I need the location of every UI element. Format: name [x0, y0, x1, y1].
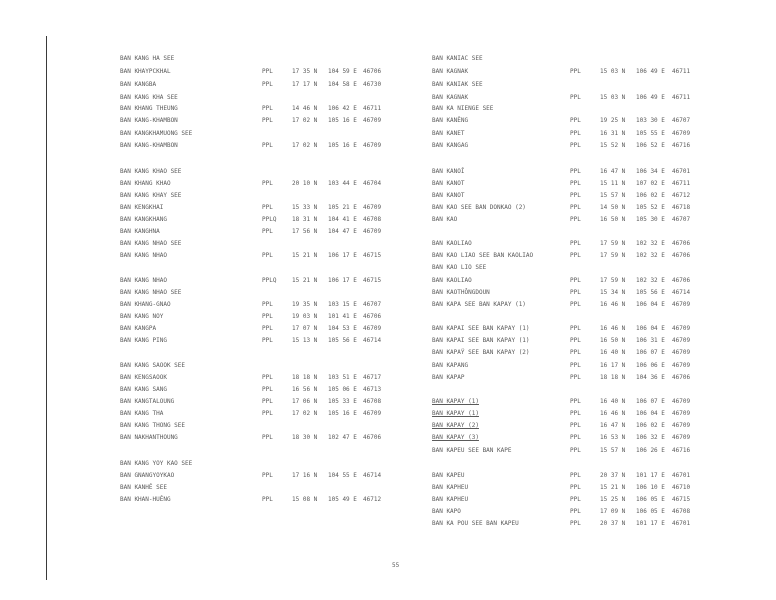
map-sheet-code: 46709: [672, 410, 691, 417]
longitude: 103 51 E: [328, 374, 357, 381]
map-sheet-code: 46716: [672, 142, 691, 149]
feature-type: PPL: [570, 68, 581, 75]
map-sheet-code: 46714: [363, 472, 382, 479]
place-name: BAN KANHÊ SEE: [120, 484, 167, 491]
latitude: 20 37 N: [600, 520, 626, 527]
map-sheet-code: 46709: [672, 337, 691, 344]
map-sheet-code: 46707: [672, 216, 691, 223]
feature-type: PPL: [262, 337, 273, 344]
longitude: 106 04 E: [636, 301, 665, 308]
place-name: BAN KA NIENGE SEE: [432, 105, 494, 112]
feature-type: PPL: [262, 398, 273, 405]
place-name: BAN KAO LIO SEE: [432, 264, 487, 271]
feature-type: PPL: [570, 252, 581, 259]
longitude: 107 02 E: [636, 180, 665, 187]
longitude: 102 32 E: [636, 277, 665, 284]
latitude: 14 46 N: [292, 105, 318, 112]
longitude: 102 32 E: [636, 252, 665, 259]
place-name: BAN KANG SANG: [120, 386, 167, 393]
map-sheet-code: 46708: [672, 508, 691, 515]
place-name: BAN KANIAC SEE: [432, 55, 483, 62]
place-name: BAN KANGHNA: [120, 228, 160, 235]
longitude: 101 17 E: [636, 520, 665, 527]
map-sheet-code: 46709: [363, 117, 382, 124]
latitude: 17 59 N: [600, 240, 626, 247]
longitude: 106 10 E: [636, 484, 665, 491]
latitude: 15 57 N: [600, 447, 626, 454]
feature-type: PPL: [262, 410, 273, 417]
longitude: 104 59 E: [328, 68, 357, 75]
feature-type: PPL: [262, 496, 273, 503]
longitude: 106 07 E: [636, 398, 665, 405]
map-sheet-code: 46707: [363, 301, 382, 308]
place-name: BAN KANG NHAO: [120, 252, 167, 259]
place-name: BAN KAPAP: [432, 374, 465, 381]
feature-type: PPL: [570, 349, 581, 356]
longitude: 104 53 E: [328, 325, 357, 332]
map-sheet-code: 46711: [672, 180, 691, 187]
latitude: 16 17 N: [600, 362, 626, 369]
place-name: BAN KANG YOY KAO SEE: [120, 460, 193, 467]
latitude: 17 09 N: [600, 508, 626, 515]
longitude: 105 21 E: [328, 204, 357, 211]
place-name: BAN KA POU SEE BAN KAPEU: [432, 520, 519, 527]
latitude: 14 50 N: [600, 204, 626, 211]
place-name: BAN KANG THA: [120, 410, 164, 417]
place-name: BAN KANG PING: [120, 337, 167, 344]
latitude: 15 33 N: [292, 204, 318, 211]
place-name: BAN KANG NHAO: [120, 277, 167, 284]
latitude: 15 34 N: [600, 289, 626, 296]
longitude: 105 56 E: [328, 337, 357, 344]
feature-type: PPL: [570, 168, 581, 175]
feature-type: PPLQ: [262, 216, 277, 223]
map-sheet-code: 46711: [672, 94, 691, 101]
feature-type: PPL: [570, 374, 581, 381]
place-name: BAN KENGKHAI: [120, 204, 164, 211]
map-sheet-code: 46707: [672, 117, 691, 124]
place-name: BAN KAPAŸ SEE BAN KAPAY (2): [432, 349, 530, 356]
map-sheet-code: 46709: [672, 422, 691, 429]
place-name: BAN KAPAI SEE BAN KAPAY (1): [432, 337, 530, 344]
place-name: BAN KAPA SEE BAN KAPAY (1): [432, 301, 526, 308]
latitude: 15 21 N: [600, 484, 626, 491]
longitude: 106 49 E: [636, 68, 665, 75]
longitude: 105 30 E: [636, 216, 665, 223]
map-sheet-code: 46714: [672, 289, 691, 296]
place-name: BAN KAPAY (2): [432, 422, 479, 429]
feature-type: PPL: [262, 81, 273, 88]
longitude: 105 33 E: [328, 398, 357, 405]
feature-type: PPL: [570, 216, 581, 223]
latitude: 17 16 N: [292, 472, 318, 479]
latitude: 17 59 N: [600, 252, 626, 259]
feature-type: PPL: [570, 520, 581, 527]
longitude: 104 55 E: [328, 472, 357, 479]
map-sheet-code: 46714: [363, 337, 382, 344]
place-name: BAN KANG-KHAMBON: [120, 117, 178, 124]
feature-type: PPL: [570, 240, 581, 247]
place-name: BAN KANG NHAO SEE: [120, 289, 182, 296]
map-sheet-code: 46716: [672, 447, 691, 454]
map-sheet-code: 46709: [363, 228, 382, 235]
place-name: BAN KANÊNG: [432, 117, 469, 124]
map-sheet-code: 46712: [363, 496, 382, 503]
place-name: BAN KAPHEU: [432, 484, 469, 491]
feature-type: PPL: [262, 472, 273, 479]
longitude: 106 42 E: [328, 105, 357, 112]
place-name: BAN KAPHEU: [432, 496, 469, 503]
latitude: 17 02 N: [292, 410, 318, 417]
latitude: 20 37 N: [600, 472, 626, 479]
map-sheet-code: 46704: [363, 180, 382, 187]
map-sheet-code: 46709: [363, 410, 382, 417]
map-sheet-code: 46706: [672, 374, 691, 381]
feature-type: PPL: [262, 301, 273, 308]
feature-type: PPL: [262, 434, 273, 441]
map-sheet-code: 46730: [363, 81, 382, 88]
latitude: 15 57 N: [600, 192, 626, 199]
feature-type: PPL: [570, 337, 581, 344]
latitude: 15 03 N: [600, 94, 626, 101]
feature-type: PPL: [570, 117, 581, 124]
longitude: 103 15 E: [328, 301, 357, 308]
map-sheet-code: 46708: [363, 216, 382, 223]
longitude: 106 04 E: [636, 325, 665, 332]
map-sheet-code: 46701: [672, 168, 691, 175]
map-sheet-code: 46709: [672, 301, 691, 308]
place-name: BAN KAO LIAO SEE BAN KAOLIAO: [432, 252, 534, 259]
latitude: 18 31 N: [292, 216, 318, 223]
place-name: BAN KANGBA: [120, 81, 157, 88]
latitude: 16 46 N: [600, 325, 626, 332]
map-sheet-code: 46701: [672, 520, 691, 527]
feature-type: PPL: [570, 192, 581, 199]
latitude: 15 21 N: [292, 277, 318, 284]
place-name: BAN KANOT: [432, 180, 465, 187]
place-name: BAN KAOLIAO: [432, 240, 472, 247]
feature-type: PPL: [570, 301, 581, 308]
place-name: BAN KHANG KHAO: [120, 180, 171, 187]
latitude: 18 18 N: [292, 374, 318, 381]
feature-type: PPL: [570, 422, 581, 429]
feature-type: PPL: [262, 204, 273, 211]
map-sheet-code: 46709: [363, 204, 382, 211]
longitude: 104 58 E: [328, 81, 357, 88]
longitude: 106 02 E: [636, 192, 665, 199]
latitude: 19 35 N: [292, 301, 318, 308]
feature-type: PPL: [262, 117, 273, 124]
place-name: BAN KHAN-HUÊNG: [120, 496, 171, 503]
feature-type: PPL: [570, 434, 581, 441]
longitude: 105 16 E: [328, 142, 357, 149]
map-sheet-code: 46709: [672, 362, 691, 369]
latitude: 16 53 N: [600, 434, 626, 441]
place-name: BAN KANG HA SEE: [120, 55, 175, 62]
map-sheet-code: 46706: [672, 252, 691, 259]
longitude: 106 31 E: [636, 337, 665, 344]
map-sheet-code: 46709: [672, 398, 691, 405]
map-sheet-code: 46711: [672, 68, 691, 75]
latitude: 15 52 N: [600, 142, 626, 149]
map-sheet-code: 46701: [672, 472, 691, 479]
feature-type: PPL: [570, 94, 581, 101]
feature-type: PPL: [570, 398, 581, 405]
map-sheet-code: 46715: [363, 277, 382, 284]
longitude: 103 44 E: [328, 180, 357, 187]
longitude: 106 05 E: [636, 496, 665, 503]
map-sheet-code: 46709: [672, 130, 691, 137]
place-name: BAN KHANG THEUNG: [120, 105, 178, 112]
feature-type: PPL: [262, 180, 273, 187]
place-name: BAN KENGSAOOK: [120, 374, 167, 381]
place-name: BAN KANG KHA SEE: [120, 94, 178, 101]
place-name: BAN KHAYPCKHAL: [120, 68, 171, 75]
latitude: 15 03 N: [600, 68, 626, 75]
feature-type: PPL: [570, 410, 581, 417]
map-sheet-code: 46715: [672, 496, 691, 503]
place-name: BAN KANGAG: [432, 142, 469, 149]
longitude: 106 17 E: [328, 277, 357, 284]
longitude: 106 52 E: [636, 142, 665, 149]
latitude: 19 25 N: [600, 117, 626, 124]
map-sheet-code: 46708: [363, 398, 382, 405]
feature-type: PPL: [262, 142, 273, 149]
latitude: 15 21 N: [292, 252, 318, 259]
map-sheet-code: 46709: [672, 325, 691, 332]
longitude: 104 36 E: [636, 374, 665, 381]
place-name: BAN KANG SAOOK SEE: [120, 362, 186, 369]
latitude: 16 40 N: [600, 349, 626, 356]
map-sheet-code: 46715: [363, 252, 382, 259]
feature-type: PPL: [262, 325, 273, 332]
place-name: BAN KANG NOY: [120, 313, 164, 320]
feature-type: PPLQ: [262, 277, 277, 284]
latitude: 17 02 N: [292, 142, 318, 149]
latitude: 15 13 N: [292, 337, 318, 344]
longitude: 106 32 E: [636, 434, 665, 441]
feature-type: PPL: [570, 130, 581, 137]
place-name: BAN KANOT: [432, 192, 465, 199]
map-sheet-code: 46710: [672, 484, 691, 491]
place-name: BAN KAO: [432, 216, 458, 223]
longitude: 105 52 E: [636, 204, 665, 211]
longitude: 105 16 E: [328, 410, 357, 417]
feature-type: PPL: [570, 277, 581, 284]
latitude: 17 17 N: [292, 81, 318, 88]
latitude: 20 10 N: [292, 180, 318, 187]
longitude: 106 26 E: [636, 447, 665, 454]
place-name: BAN KANG NHAO SEE: [120, 240, 182, 247]
feature-type: PPL: [262, 105, 273, 112]
feature-type: PPL: [570, 142, 581, 149]
latitude: 16 50 N: [600, 337, 626, 344]
place-name: BAN KAPAI SEE BAN KAPAY (1): [432, 325, 530, 332]
feature-type: PPL: [570, 508, 581, 515]
place-name: BAN KAPEU SEE BAN KAPE: [432, 447, 512, 454]
longitude: 105 06 E: [328, 386, 357, 393]
latitude: 15 25 N: [600, 496, 626, 503]
longitude: 106 02 E: [636, 422, 665, 429]
feature-type: PPL: [262, 313, 273, 320]
map-sheet-code: 46706: [363, 434, 382, 441]
map-sheet-code: 46709: [672, 434, 691, 441]
place-name: BAN KANIAK SEE: [432, 81, 483, 88]
longitude: 105 55 E: [636, 130, 665, 137]
latitude: 16 40 N: [600, 398, 626, 405]
place-name: BAN KAPANG: [432, 362, 469, 369]
feature-type: PPL: [570, 325, 581, 332]
latitude: 17 35 N: [292, 68, 318, 75]
longitude: 104 47 E: [328, 228, 357, 235]
map-sheet-code: 46706: [672, 277, 691, 284]
feature-type: PPL: [262, 228, 273, 235]
page-number: 55: [392, 562, 400, 569]
place-name: BAN KANG THONG SEE: [120, 422, 186, 429]
longitude: 105 16 E: [328, 117, 357, 124]
place-name: BAN KAPAY (1): [432, 410, 479, 417]
longitude: 106 06 E: [636, 362, 665, 369]
place-name: BAN NAKHANTHOUNG: [120, 434, 178, 441]
longitude: 104 41 E: [328, 216, 357, 223]
longitude: 106 05 E: [636, 508, 665, 515]
page-margin-rule: [46, 36, 47, 580]
latitude: 16 47 N: [600, 422, 626, 429]
latitude: 17 56 N: [292, 228, 318, 235]
map-sheet-code: 46717: [363, 374, 382, 381]
latitude: 17 06 N: [292, 398, 318, 405]
place-name: BAN KAO SEE BAN DONKAO (2): [432, 204, 526, 211]
longitude: 101 41 E: [328, 313, 357, 320]
map-sheet-code: 46709: [363, 325, 382, 332]
latitude: 15 11 N: [600, 180, 626, 187]
latitude: 17 02 N: [292, 117, 318, 124]
latitude: 16 31 N: [600, 130, 626, 137]
place-name: BAN KANET: [432, 130, 465, 137]
longitude: 105 49 E: [328, 496, 357, 503]
place-name: BAN KANG-KHAMBON: [120, 142, 178, 149]
latitude: 17 59 N: [600, 277, 626, 284]
latitude: 18 30 N: [292, 434, 318, 441]
place-name: BAN GNANGYOYKAO: [120, 472, 175, 479]
map-sheet-code: 46713: [363, 386, 382, 393]
place-name: BAN KANGKHANG: [120, 216, 167, 223]
latitude: 18 18 N: [600, 374, 626, 381]
place-name: BAN KAPAY (3): [432, 434, 479, 441]
place-name: BAN KAPEU: [432, 472, 465, 479]
place-name: BAN KAPO: [432, 508, 461, 515]
place-name: BAN KANGTALOUNG: [120, 398, 175, 405]
longitude: 106 49 E: [636, 94, 665, 101]
longitude: 106 34 E: [636, 168, 665, 175]
feature-type: PPL: [570, 447, 581, 454]
map-sheet-code: 46709: [672, 349, 691, 356]
feature-type: PPL: [570, 496, 581, 503]
place-name: BAN KAOTHÔNGDOUN: [432, 289, 490, 296]
feature-type: PPL: [262, 68, 273, 75]
place-name: BAN KHANG-GNAO: [120, 301, 171, 308]
place-name: BAN KANG KHAO SEE: [120, 168, 182, 175]
longitude: 106 07 E: [636, 349, 665, 356]
map-sheet-code: 46712: [672, 192, 691, 199]
map-sheet-code: 46711: [363, 105, 382, 112]
latitude: 16 46 N: [600, 410, 626, 417]
latitude: 16 50 N: [600, 216, 626, 223]
map-sheet-code: 46706: [672, 240, 691, 247]
place-name: BAN KAGNAK: [432, 68, 469, 75]
longitude: 106 04 E: [636, 410, 665, 417]
latitude: 19 03 N: [292, 313, 318, 320]
feature-type: PPL: [570, 180, 581, 187]
feature-type: PPL: [262, 374, 273, 381]
place-name: BAN KANGKHAMUONG SEE: [120, 130, 193, 137]
place-name: BAN KAOLIAO: [432, 277, 472, 284]
latitude: 15 08 N: [292, 496, 318, 503]
place-name: BAN KAPAY (1): [432, 398, 479, 405]
map-sheet-code: 46706: [363, 313, 382, 320]
feature-type: PPL: [570, 204, 581, 211]
latitude: 16 47 N: [600, 168, 626, 175]
place-name: BAN KAGNAK: [432, 94, 469, 101]
feature-type: PPL: [262, 386, 273, 393]
longitude: 106 17 E: [328, 252, 357, 259]
longitude: 102 47 E: [328, 434, 357, 441]
latitude: 17 07 N: [292, 325, 318, 332]
feature-type: PPL: [570, 362, 581, 369]
feature-type: PPL: [570, 289, 581, 296]
longitude: 102 32 E: [636, 240, 665, 247]
longitude: 101 17 E: [636, 472, 665, 479]
place-name: BAN KANG KHAY SEE: [120, 192, 182, 199]
feature-type: PPL: [262, 252, 273, 259]
map-sheet-code: 46706: [363, 68, 382, 75]
longitude: 103 30 E: [636, 117, 665, 124]
feature-type: PPL: [570, 472, 581, 479]
latitude: 16 56 N: [292, 386, 318, 393]
place-name: BAN KANGPA: [120, 325, 157, 332]
latitude: 16 46 N: [600, 301, 626, 308]
map-sheet-code: 46718: [672, 204, 691, 211]
place-name: BAN KANOÎ: [432, 168, 465, 175]
map-sheet-code: 46709: [363, 142, 382, 149]
feature-type: PPL: [570, 484, 581, 491]
longitude: 105 56 E: [636, 289, 665, 296]
